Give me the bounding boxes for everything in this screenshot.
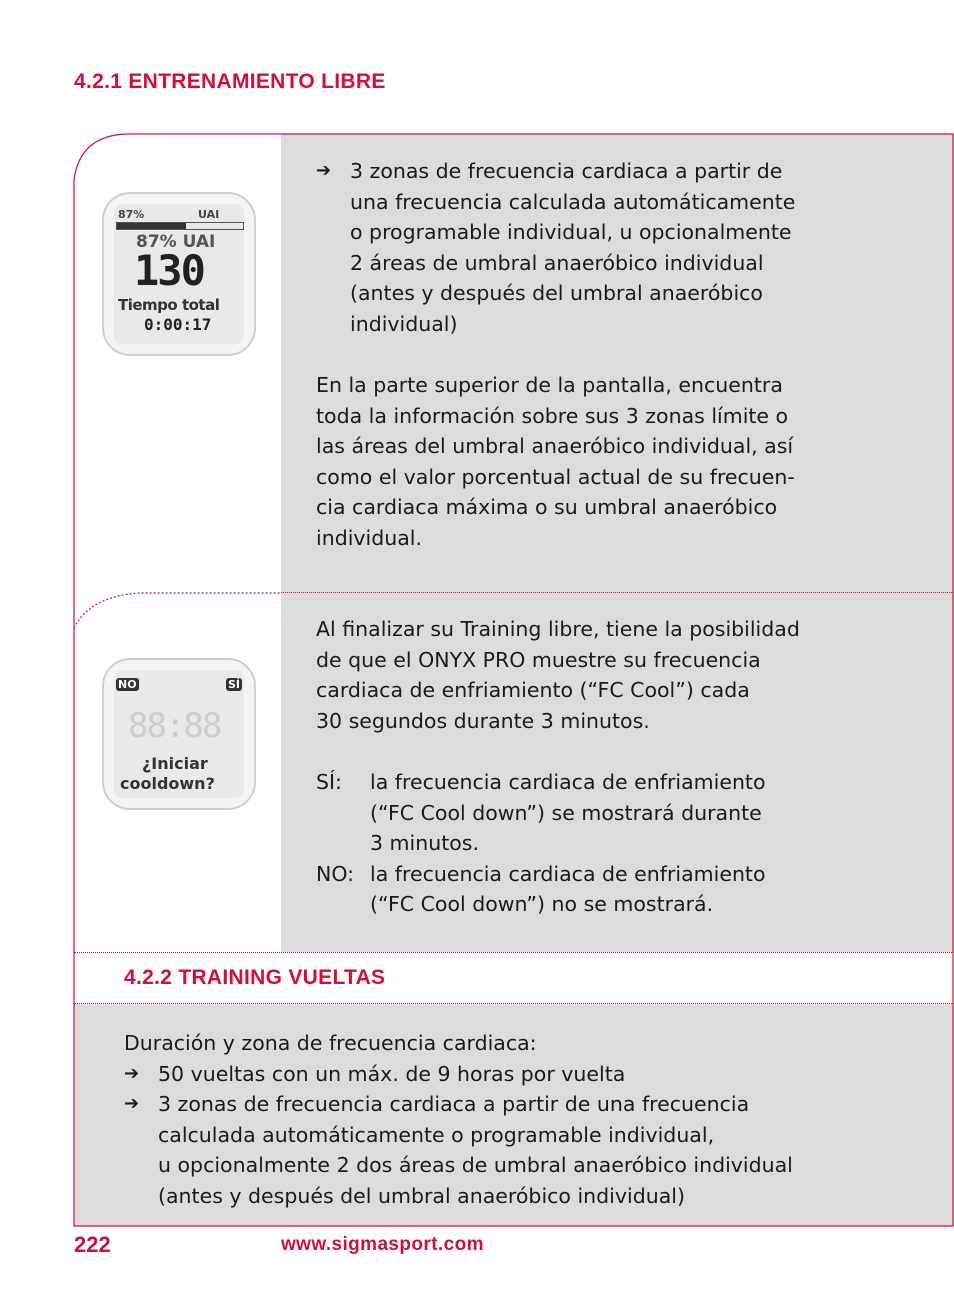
def-line: la frecuencia cardiaca de enfriamiento: [370, 861, 766, 886]
para-line: las áreas del umbral anaeróbico individual, así: [316, 434, 794, 459]
para-line: toda la información sobre sus 3 zonas límite o: [316, 403, 789, 428]
bullet-zones: [316, 156, 795, 340]
lcd-zone-bar: [116, 222, 244, 230]
lcd-ghost-digits: 88:88: [128, 706, 221, 746]
bullet-line: 3 zonas de frecuencia cardiaca a partir de una frecuencia: [158, 1092, 750, 1117]
paragraph-display-info: [316, 370, 795, 554]
term-no: NO:: [316, 861, 355, 886]
para-line: individual.: [316, 525, 423, 550]
bullet-line: o programable individual, u opcionalmente: [350, 220, 792, 245]
lcd-cooldown-prompt-2: cooldown?: [120, 774, 215, 793]
watch-display-cooldown: [102, 658, 256, 810]
def-line: la frecuencia cardiaca de enfriamiento: [370, 770, 766, 794]
para-line: de que el ONYX PRO muestre su frecuencia: [316, 647, 761, 672]
bullet-line: (antes y después del umbral anaeróbico individual): [158, 1183, 685, 1208]
lcd-zone-label: UAI: [198, 208, 220, 221]
bullet-line: calculada automáticamente o programable individual,: [158, 1122, 715, 1147]
watch-display-training: [102, 192, 256, 356]
def-line: (“FC Cool down”) no se mostrará.: [370, 892, 714, 917]
bullet-line: (antes y después del umbral anaeróbico: [350, 281, 763, 306]
para-line: Al finalizar su Training libre, tiene la posibilidad: [316, 617, 800, 641]
page-number: 222: [74, 1232, 111, 1257]
para-line: como el valor porcentual actual de su frecuen-: [316, 464, 795, 489]
website-link[interactable]: www.sigmasport.com: [281, 1234, 484, 1255]
lap-training-info: [124, 1028, 793, 1212]
lcd-yes-badge: SÍ: [227, 678, 240, 691]
def-line: (“FC Cool down”) se mostrará durante: [370, 800, 762, 825]
para-line: cardiaca de enfriamiento (“FC Cool”) cada: [316, 678, 750, 703]
para-line: cia cardiaca máxima o su umbral anaeróbico: [316, 495, 778, 520]
lcd-total-time: 0:00:17: [144, 315, 212, 334]
def-line: 3 minutos.: [370, 831, 479, 856]
bullet-line: una frecuencia calculada automáticamente: [350, 189, 796, 214]
bullet-line: u opcionalmente 2 dos áreas de umbral anaeróbico individual: [158, 1153, 793, 1178]
arrow-icon: ➔: [124, 1062, 140, 1084]
section-heading-training-vueltas: 4.2.2 TRAINING VUELTAS: [124, 966, 386, 989]
divider-dotted: [74, 952, 954, 953]
term-yes: SÍ:: [316, 770, 342, 794]
lcd-percent-line: 87% UAI: [136, 232, 216, 252]
divider-dotted: [281, 592, 954, 593]
bullet-line: 2 áreas de umbral anaeróbico individual: [350, 250, 764, 275]
definition-yes: [316, 767, 766, 920]
para-line: En la parte superior de la pantalla, encuentra: [316, 373, 783, 397]
arrow-icon: ➔: [124, 1093, 140, 1115]
lcd-no-badge: NO: [118, 678, 137, 691]
para-line: 30 segundos durante 3 minutos.: [316, 708, 650, 733]
bullet-line: 50 vueltas con un máx. de 9 horas por vuelta: [158, 1061, 626, 1086]
lcd-heart-rate: 130: [134, 246, 204, 295]
section-heading-entrenamiento-libre: 4.2.1 ENTRENAMIENTO LIBRE: [74, 70, 386, 93]
intro-line: Duración y zona de frecuencia cardiaca:: [124, 1031, 537, 1055]
bullet-line: 3 zonas de frecuencia cardiaca a partir de: [350, 159, 783, 183]
divider-dotted: [74, 1003, 954, 1004]
bullet-line: individual): [350, 311, 458, 336]
arrow-icon: ➔: [316, 160, 332, 181]
lcd-total-time-label: Tiempo total: [118, 296, 220, 314]
paragraph-cooldown: [316, 614, 800, 736]
lcd-cooldown-prompt-1: ¿Iniciar: [142, 754, 208, 773]
lcd-zone-percent: 87%: [118, 208, 145, 221]
